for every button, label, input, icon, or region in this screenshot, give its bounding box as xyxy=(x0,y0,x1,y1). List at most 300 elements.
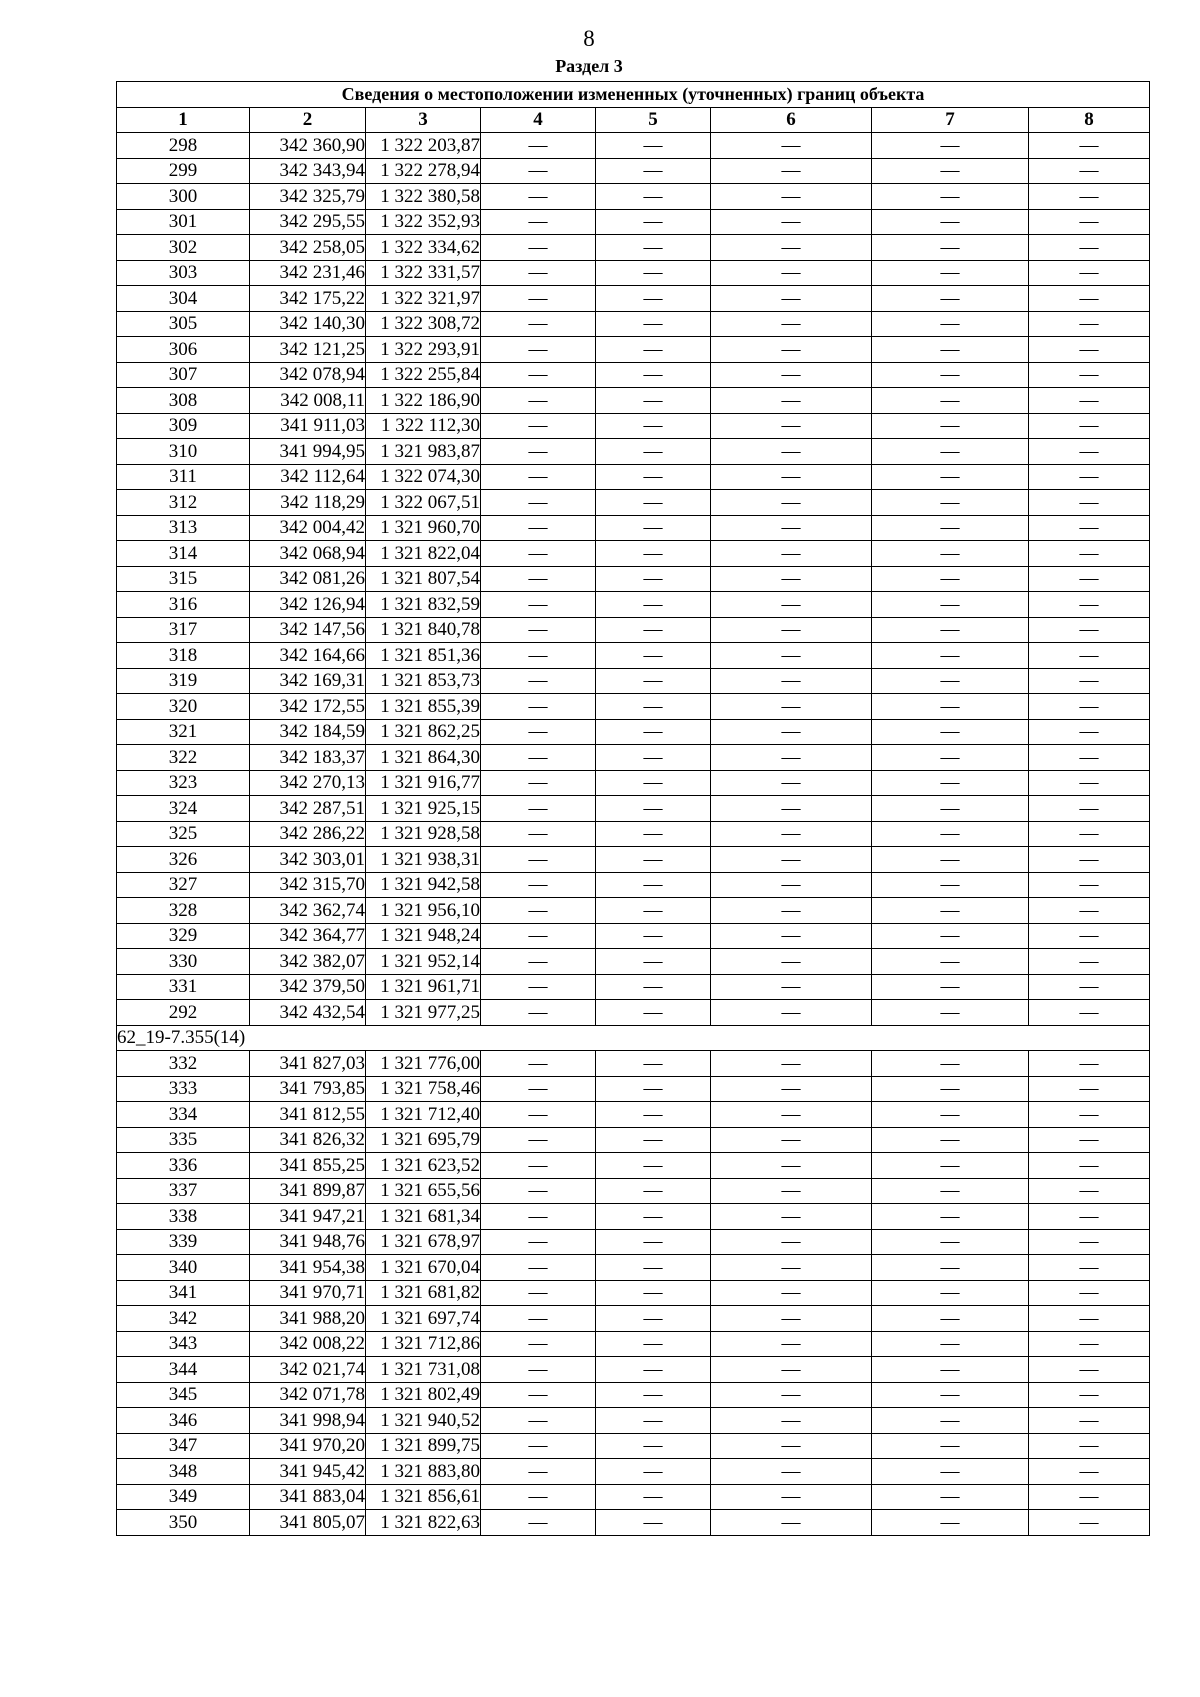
coord-y: 1 321 961,71 xyxy=(366,974,481,1000)
point-number: 331 xyxy=(117,974,250,1000)
empty-value-col-8: — xyxy=(1029,872,1150,898)
point-number: 303 xyxy=(117,260,250,286)
coord-y: 1 321 940,52 xyxy=(366,1408,481,1434)
empty-value-col-8: — xyxy=(1029,1459,1150,1485)
empty-value-col-6: — xyxy=(711,1357,872,1383)
table-row xyxy=(117,617,1150,643)
empty-value-col-7: — xyxy=(872,158,1029,184)
empty-value-col-4: — xyxy=(481,464,596,490)
point-number: 337 xyxy=(117,1178,250,1204)
empty-value-col-8: — xyxy=(1029,592,1150,618)
empty-value-col-4: — xyxy=(481,1459,596,1485)
coord-x: 342 071,78 xyxy=(250,1382,366,1408)
table-row xyxy=(117,592,1150,618)
coord-x: 342 068,94 xyxy=(250,541,366,567)
empty-value-col-5: — xyxy=(596,1178,711,1204)
empty-value-col-4: — xyxy=(481,1357,596,1383)
coord-y: 1 321 925,15 xyxy=(366,796,481,822)
empty-value-col-5: — xyxy=(596,1000,711,1026)
group-label: 62_19-7.355(14) xyxy=(117,1025,1150,1051)
empty-value-col-6: — xyxy=(711,133,872,159)
table-row xyxy=(117,260,1150,286)
empty-value-col-8: — xyxy=(1029,923,1150,949)
empty-value-col-8: — xyxy=(1029,1433,1150,1459)
empty-value-col-4: — xyxy=(481,1255,596,1281)
empty-value-col-8: — xyxy=(1029,1255,1150,1281)
empty-value-col-7: — xyxy=(872,643,1029,669)
coord-y: 1 321 623,52 xyxy=(366,1153,481,1179)
section-title: Раздел 3 xyxy=(555,56,623,76)
empty-value-col-5: — xyxy=(596,1459,711,1485)
empty-value-col-4: — xyxy=(481,184,596,210)
empty-value-col-6: — xyxy=(711,898,872,924)
coord-y: 1 322 074,30 xyxy=(366,464,481,490)
empty-value-col-5: — xyxy=(596,617,711,643)
empty-value-col-7: — xyxy=(872,260,1029,286)
coord-x: 342 147,56 xyxy=(250,617,366,643)
empty-value-col-7: — xyxy=(872,1051,1029,1077)
empty-value-col-5: — xyxy=(596,566,711,592)
coord-y: 1 321 956,10 xyxy=(366,898,481,924)
coord-y: 1 322 203,87 xyxy=(366,133,481,159)
empty-value-col-6: — xyxy=(711,770,872,796)
point-number: 316 xyxy=(117,592,250,618)
coord-y: 1 321 832,59 xyxy=(366,592,481,618)
empty-value-col-7: — xyxy=(872,566,1029,592)
group-label-row xyxy=(117,1025,1150,1051)
empty-value-col-8: — xyxy=(1029,1102,1150,1128)
empty-value-col-5: — xyxy=(596,490,711,516)
table-row xyxy=(117,1510,1150,1536)
coord-x: 342 258,05 xyxy=(250,235,366,261)
empty-value-col-8: — xyxy=(1029,694,1150,720)
empty-value-col-6: — xyxy=(711,668,872,694)
empty-value-col-7: — xyxy=(872,1459,1029,1485)
table-row xyxy=(117,490,1150,516)
empty-value-col-8: — xyxy=(1029,184,1150,210)
coord-x: 341 988,20 xyxy=(250,1306,366,1332)
table-row xyxy=(117,566,1150,592)
empty-value-col-6: — xyxy=(711,1153,872,1179)
point-number: 341 xyxy=(117,1280,250,1306)
table-row xyxy=(117,1000,1150,1026)
table-row xyxy=(117,1127,1150,1153)
coord-x: 342 360,90 xyxy=(250,133,366,159)
empty-value-col-7: — xyxy=(872,388,1029,414)
table-row xyxy=(117,1280,1150,1306)
empty-value-col-5: — xyxy=(596,796,711,822)
empty-value-col-6: — xyxy=(711,490,872,516)
empty-value-col-5: — xyxy=(596,337,711,363)
coord-x: 341 805,07 xyxy=(250,1510,366,1536)
table-row xyxy=(117,949,1150,975)
empty-value-col-6: — xyxy=(711,464,872,490)
empty-value-col-4: — xyxy=(481,1051,596,1077)
empty-value-col-6: — xyxy=(711,923,872,949)
empty-value-col-8: — xyxy=(1029,464,1150,490)
point-number: 310 xyxy=(117,439,250,465)
table-row xyxy=(117,311,1150,337)
empty-value-col-7: — xyxy=(872,439,1029,465)
coord-x: 342 081,26 xyxy=(250,566,366,592)
coord-x: 342 175,22 xyxy=(250,286,366,312)
empty-value-col-7: — xyxy=(872,515,1029,541)
empty-value-col-8: — xyxy=(1029,1382,1150,1408)
empty-value-col-7: — xyxy=(872,898,1029,924)
empty-value-col-8: — xyxy=(1029,1204,1150,1230)
coord-x: 342 112,64 xyxy=(250,464,366,490)
empty-value-col-7: — xyxy=(872,286,1029,312)
empty-value-col-8: — xyxy=(1029,515,1150,541)
empty-value-col-6: — xyxy=(711,643,872,669)
point-number: 350 xyxy=(117,1510,250,1536)
coord-x: 341 793,85 xyxy=(250,1076,366,1102)
empty-value-col-8: — xyxy=(1029,1408,1150,1434)
table-row xyxy=(117,694,1150,720)
empty-value-col-8: — xyxy=(1029,668,1150,694)
point-number: 342 xyxy=(117,1306,250,1332)
empty-value-col-4: — xyxy=(481,770,596,796)
empty-value-col-6: — xyxy=(711,1127,872,1153)
empty-value-col-8: — xyxy=(1029,847,1150,873)
empty-value-col-6: — xyxy=(711,439,872,465)
empty-value-col-6: — xyxy=(711,1484,872,1510)
empty-value-col-8: — xyxy=(1029,1000,1150,1026)
empty-value-col-5: — xyxy=(596,1484,711,1510)
empty-value-col-4: — xyxy=(481,745,596,771)
coord-x: 341 911,03 xyxy=(250,413,366,439)
coord-y: 1 321 776,00 xyxy=(366,1051,481,1077)
empty-value-col-5: — xyxy=(596,1280,711,1306)
coord-x: 342 004,42 xyxy=(250,515,366,541)
empty-value-col-5: — xyxy=(596,592,711,618)
empty-value-col-4: — xyxy=(481,1076,596,1102)
coord-y: 1 322 255,84 xyxy=(366,362,481,388)
point-number: 349 xyxy=(117,1484,250,1510)
empty-value-col-6: — xyxy=(711,209,872,235)
empty-value-col-5: — xyxy=(596,1331,711,1357)
empty-value-col-8: — xyxy=(1029,617,1150,643)
table-row xyxy=(117,821,1150,847)
empty-value-col-4: — xyxy=(481,1306,596,1332)
table-row xyxy=(117,719,1150,745)
empty-value-col-8: — xyxy=(1029,1153,1150,1179)
coord-x: 342 379,50 xyxy=(250,974,366,1000)
coord-y: 1 321 697,74 xyxy=(366,1306,481,1332)
table-row xyxy=(117,1484,1150,1510)
empty-value-col-8: — xyxy=(1029,388,1150,414)
coord-y: 1 321 822,63 xyxy=(366,1510,481,1536)
empty-value-col-7: — xyxy=(872,1204,1029,1230)
coord-y: 1 321 983,87 xyxy=(366,439,481,465)
point-number: 330 xyxy=(117,949,250,975)
empty-value-col-4: — xyxy=(481,209,596,235)
empty-value-col-5: — xyxy=(596,923,711,949)
empty-value-col-4: — xyxy=(481,515,596,541)
empty-value-col-8: — xyxy=(1029,362,1150,388)
point-number: 317 xyxy=(117,617,250,643)
empty-value-col-6: — xyxy=(711,745,872,771)
empty-value-col-5: — xyxy=(596,158,711,184)
table-row xyxy=(117,1178,1150,1204)
table-row xyxy=(117,464,1150,490)
coord-y: 1 321 802,49 xyxy=(366,1382,481,1408)
empty-value-col-8: — xyxy=(1029,898,1150,924)
coord-x: 342 172,55 xyxy=(250,694,366,720)
empty-value-col-7: — xyxy=(872,949,1029,975)
column-header-6: 6 xyxy=(711,107,872,133)
coord-y: 1 321 681,82 xyxy=(366,1280,481,1306)
coord-x: 342 343,94 xyxy=(250,158,366,184)
empty-value-col-4: — xyxy=(481,1127,596,1153)
empty-value-col-8: — xyxy=(1029,490,1150,516)
empty-value-col-4: — xyxy=(481,133,596,159)
empty-value-col-6: — xyxy=(711,1331,872,1357)
empty-value-col-7: — xyxy=(872,592,1029,618)
coord-x: 342 325,79 xyxy=(250,184,366,210)
empty-value-col-7: — xyxy=(872,1280,1029,1306)
point-number: 292 xyxy=(117,1000,250,1026)
point-number: 339 xyxy=(117,1229,250,1255)
coord-x: 342 140,30 xyxy=(250,311,366,337)
empty-value-col-5: — xyxy=(596,286,711,312)
table-row xyxy=(117,1357,1150,1383)
coord-y: 1 321 856,61 xyxy=(366,1484,481,1510)
point-number: 340 xyxy=(117,1255,250,1281)
empty-value-col-7: — xyxy=(872,541,1029,567)
empty-value-col-7: — xyxy=(872,1306,1029,1332)
empty-value-col-8: — xyxy=(1029,796,1150,822)
point-number: 304 xyxy=(117,286,250,312)
empty-value-col-4: — xyxy=(481,592,596,618)
empty-value-col-4: — xyxy=(481,821,596,847)
column-header-2: 2 xyxy=(250,107,366,133)
empty-value-col-5: — xyxy=(596,668,711,694)
coord-x: 341 954,38 xyxy=(250,1255,366,1281)
coord-y: 1 321 731,08 xyxy=(366,1357,481,1383)
coord-x: 342 008,22 xyxy=(250,1331,366,1357)
table-row xyxy=(117,668,1150,694)
table-row xyxy=(117,1433,1150,1459)
empty-value-col-4: — xyxy=(481,923,596,949)
table-row xyxy=(117,872,1150,898)
empty-value-col-7: — xyxy=(872,1510,1029,1536)
coord-y: 1 322 186,90 xyxy=(366,388,481,414)
coord-x: 342 303,01 xyxy=(250,847,366,873)
empty-value-col-5: — xyxy=(596,439,711,465)
empty-value-col-4: — xyxy=(481,847,596,873)
empty-value-col-6: — xyxy=(711,694,872,720)
empty-value-col-8: — xyxy=(1029,770,1150,796)
coord-y: 1 321 840,78 xyxy=(366,617,481,643)
point-number: 345 xyxy=(117,1382,250,1408)
empty-value-col-6: — xyxy=(711,1051,872,1077)
table-row xyxy=(117,847,1150,873)
empty-value-col-5: — xyxy=(596,719,711,745)
point-number: 344 xyxy=(117,1357,250,1383)
coord-x: 341 970,20 xyxy=(250,1433,366,1459)
empty-value-col-6: — xyxy=(711,515,872,541)
empty-value-col-4: — xyxy=(481,260,596,286)
empty-value-col-8: — xyxy=(1029,1280,1150,1306)
empty-value-col-4: — xyxy=(481,1178,596,1204)
coord-x: 341 994,95 xyxy=(250,439,366,465)
table-row xyxy=(117,1051,1150,1077)
column-header-4: 4 xyxy=(481,107,596,133)
coord-x: 341 812,55 xyxy=(250,1102,366,1128)
empty-value-col-6: — xyxy=(711,235,872,261)
empty-value-col-7: — xyxy=(872,872,1029,898)
point-number: 321 xyxy=(117,719,250,745)
coord-x: 341 883,04 xyxy=(250,1484,366,1510)
empty-value-col-4: — xyxy=(481,949,596,975)
empty-value-col-8: — xyxy=(1029,719,1150,745)
coord-x: 341 826,32 xyxy=(250,1127,366,1153)
empty-value-col-5: — xyxy=(596,770,711,796)
empty-value-col-5: — xyxy=(596,464,711,490)
empty-value-col-6: — xyxy=(711,974,872,1000)
empty-value-col-4: — xyxy=(481,1153,596,1179)
empty-value-col-4: — xyxy=(481,235,596,261)
empty-value-col-4: — xyxy=(481,1382,596,1408)
point-number: 327 xyxy=(117,872,250,898)
empty-value-col-8: — xyxy=(1029,541,1150,567)
empty-value-col-6: — xyxy=(711,1459,872,1485)
empty-value-col-5: — xyxy=(596,898,711,924)
empty-value-col-8: — xyxy=(1029,1076,1150,1102)
empty-value-col-4: — xyxy=(481,439,596,465)
coord-y: 1 321 977,25 xyxy=(366,1000,481,1026)
coord-x: 342 008,11 xyxy=(250,388,366,414)
empty-value-col-8: — xyxy=(1029,158,1150,184)
point-number: 305 xyxy=(117,311,250,337)
empty-value-col-7: — xyxy=(872,668,1029,694)
coord-x: 342 287,51 xyxy=(250,796,366,822)
coord-x: 342 169,31 xyxy=(250,668,366,694)
empty-value-col-7: — xyxy=(872,1484,1029,1510)
point-number: 348 xyxy=(117,1459,250,1485)
empty-value-col-5: — xyxy=(596,1102,711,1128)
table-row xyxy=(117,1255,1150,1281)
coord-y: 1 322 321,97 xyxy=(366,286,481,312)
empty-value-col-8: — xyxy=(1029,643,1150,669)
empty-value-col-6: — xyxy=(711,158,872,184)
coord-y: 1 322 308,72 xyxy=(366,311,481,337)
point-number: 308 xyxy=(117,388,250,414)
empty-value-col-7: — xyxy=(872,490,1029,516)
coord-y: 1 321 942,58 xyxy=(366,872,481,898)
coord-x: 342 184,59 xyxy=(250,719,366,745)
empty-value-col-7: — xyxy=(872,1357,1029,1383)
coord-x: 342 364,77 xyxy=(250,923,366,949)
empty-value-col-6: — xyxy=(711,286,872,312)
empty-value-col-6: — xyxy=(711,362,872,388)
coord-x: 342 315,70 xyxy=(250,872,366,898)
empty-value-col-7: — xyxy=(872,617,1029,643)
table-row xyxy=(117,286,1150,312)
empty-value-col-8: — xyxy=(1029,1357,1150,1383)
point-number: 347 xyxy=(117,1433,250,1459)
coord-y: 1 322 334,62 xyxy=(366,235,481,261)
empty-value-col-5: — xyxy=(596,643,711,669)
empty-value-col-6: — xyxy=(711,617,872,643)
empty-value-col-6: — xyxy=(711,541,872,567)
table-row xyxy=(117,362,1150,388)
empty-value-col-8: — xyxy=(1029,974,1150,1000)
page-number: 8 xyxy=(583,26,595,51)
coord-y: 1 321 655,56 xyxy=(366,1178,481,1204)
empty-value-col-7: — xyxy=(872,719,1029,745)
coord-y: 1 321 960,70 xyxy=(366,515,481,541)
empty-value-col-5: — xyxy=(596,184,711,210)
empty-value-col-5: — xyxy=(596,1076,711,1102)
table-row xyxy=(117,1459,1150,1485)
empty-value-col-5: — xyxy=(596,1051,711,1077)
point-number: 318 xyxy=(117,643,250,669)
coord-x: 341 948,76 xyxy=(250,1229,366,1255)
empty-value-col-4: — xyxy=(481,1000,596,1026)
coord-x: 342 286,22 xyxy=(250,821,366,847)
empty-value-col-7: — xyxy=(872,796,1029,822)
table-row xyxy=(117,158,1150,184)
empty-value-col-6: — xyxy=(711,1280,872,1306)
empty-value-col-8: — xyxy=(1029,1306,1150,1332)
coord-y: 1 321 853,73 xyxy=(366,668,481,694)
point-number: 332 xyxy=(117,1051,250,1077)
empty-value-col-7: — xyxy=(872,1178,1029,1204)
coord-x: 341 970,71 xyxy=(250,1280,366,1306)
table-row xyxy=(117,235,1150,261)
empty-value-col-5: — xyxy=(596,1382,711,1408)
empty-value-col-7: — xyxy=(872,413,1029,439)
point-number: 328 xyxy=(117,898,250,924)
point-number: 313 xyxy=(117,515,250,541)
empty-value-col-8: — xyxy=(1029,949,1150,975)
point-number: 323 xyxy=(117,770,250,796)
table-row xyxy=(117,898,1150,924)
coord-x: 342 183,37 xyxy=(250,745,366,771)
empty-value-col-4: — xyxy=(481,872,596,898)
empty-value-col-8: — xyxy=(1029,821,1150,847)
empty-value-col-4: — xyxy=(481,362,596,388)
empty-value-col-6: — xyxy=(711,1000,872,1026)
coord-y: 1 321 864,30 xyxy=(366,745,481,771)
empty-value-col-6: — xyxy=(711,719,872,745)
table-row xyxy=(117,1076,1150,1102)
coord-y: 1 321 948,24 xyxy=(366,923,481,949)
coord-x: 342 270,13 xyxy=(250,770,366,796)
empty-value-col-6: — xyxy=(711,592,872,618)
coord-y: 1 322 331,57 xyxy=(366,260,481,286)
empty-value-col-5: — xyxy=(596,1204,711,1230)
empty-value-col-6: — xyxy=(711,311,872,337)
table-row xyxy=(117,541,1150,567)
empty-value-col-6: — xyxy=(711,872,872,898)
table-row xyxy=(117,133,1150,159)
empty-value-col-7: — xyxy=(872,1382,1029,1408)
empty-value-col-8: — xyxy=(1029,1510,1150,1536)
empty-value-col-6: — xyxy=(711,413,872,439)
table-row xyxy=(117,1153,1150,1179)
empty-value-col-7: — xyxy=(872,1000,1029,1026)
coord-x: 342 118,29 xyxy=(250,490,366,516)
empty-value-col-4: — xyxy=(481,158,596,184)
empty-value-col-4: — xyxy=(481,617,596,643)
empty-value-col-5: — xyxy=(596,1255,711,1281)
coord-y: 1 321 862,25 xyxy=(366,719,481,745)
empty-value-col-4: — xyxy=(481,337,596,363)
point-number: 300 xyxy=(117,184,250,210)
